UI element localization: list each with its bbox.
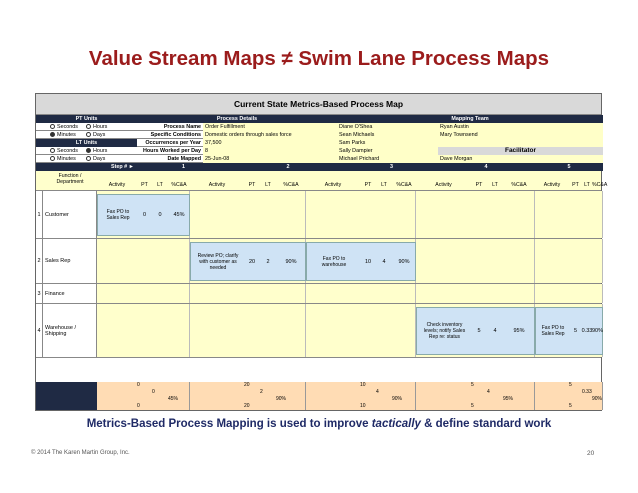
summary-row <box>36 396 601 403</box>
lane-cell <box>190 191 306 238</box>
summary-value <box>535 382 603 389</box>
column-header: Activity <box>208 182 226 188</box>
summary-row <box>36 389 601 396</box>
pt-units-label: PT Units <box>36 115 137 123</box>
summary-value <box>416 403 535 410</box>
summary-value <box>97 396 190 403</box>
detail-row-5 <box>36 155 601 163</box>
summary-value-text: 2 <box>260 389 263 395</box>
summary-value-text: 20 <box>244 403 250 409</box>
lt-units-label: LT Units <box>36 139 137 147</box>
summary-value <box>97 389 190 396</box>
column-header: Activity <box>543 182 561 188</box>
detail-row-4 <box>36 147 601 155</box>
hours-label: Hours Worked per Day <box>142 148 201 154</box>
summary-value <box>97 403 190 410</box>
swim-lane <box>36 284 601 304</box>
lane-cell <box>416 284 535 303</box>
activity-text: Fax PO to Sales Rep <box>541 325 565 337</box>
pt-radio-hours[interactable]: Hours <box>86 124 126 131</box>
step-number: 4 <box>437 163 535 171</box>
lane-cell <box>535 191 603 238</box>
team-member: Sean Michaels <box>337 131 438 139</box>
summary-value <box>190 382 306 389</box>
column-header: Activity <box>324 182 342 188</box>
detail-row-1 <box>36 123 601 131</box>
summary-value <box>306 382 416 389</box>
radio-icon <box>50 156 55 161</box>
summary-value-text: 5 <box>569 382 572 388</box>
summary-value-text: 0 <box>137 403 140 409</box>
summary-value <box>416 382 535 389</box>
activity-text: Fax PO to Sales Rep <box>106 209 130 221</box>
activity-lt-value: 0.33 <box>581 328 593 334</box>
summary-value <box>306 403 416 410</box>
summary-value-text: 90% <box>592 396 603 402</box>
activity-text: Fax PO to warehouse <box>321 255 347 268</box>
page-number: 20 <box>587 450 595 457</box>
column-header: %C&A <box>396 182 412 188</box>
occurrences-label: Occurrences per Year <box>145 140 201 146</box>
lane-cell <box>416 239 535 283</box>
lane-name: Sales Rep <box>43 239 97 283</box>
detail-row-3 <box>36 139 601 147</box>
column-header: LT <box>492 182 498 188</box>
team-member: Diane O'Shea <box>337 123 438 131</box>
activity-ca-value: 90% <box>398 258 410 265</box>
column-header: PT <box>141 182 148 188</box>
step-label: Step # ► <box>36 163 137 171</box>
summary-value-text: 90% <box>276 396 287 402</box>
radio-icon <box>86 156 91 161</box>
radio-icon <box>50 124 55 129</box>
column-header: LT <box>157 182 163 188</box>
summary-value-text: 0 <box>152 389 155 395</box>
lane-cell <box>535 239 603 283</box>
summary-row <box>36 382 601 389</box>
process-details-label: Process Details <box>137 115 337 123</box>
lane-cell <box>535 284 603 303</box>
lane-cell <box>306 304 416 357</box>
facilitator-label: Facilitator <box>438 147 603 155</box>
hours-value: 8 <box>203 147 337 155</box>
lt-radio-days[interactable]: Days <box>86 156 126 163</box>
sheet-header: Current State Metrics-Based Process Map <box>36 94 601 115</box>
summary-value-text: 95% <box>503 396 514 402</box>
lane-number: 1 <box>36 191 43 238</box>
activity-text: Review PO; clarify with customer as needed <box>197 252 239 271</box>
mapping-team-label: Mapping Team <box>337 115 603 123</box>
activity-pt-value: 10 <box>364 258 372 265</box>
lane-name: Finance <box>43 284 97 303</box>
activity-pt-value: 0 <box>142 212 147 218</box>
summary-value-text: 0.33 <box>582 389 592 395</box>
team-member: Mary Townsend <box>438 131 603 139</box>
pt-radio-days[interactable]: Days <box>86 132 126 139</box>
header-row <box>36 115 601 123</box>
column-header: Activity <box>108 182 126 188</box>
summary-value-text: 4 <box>487 389 490 395</box>
step-number: 2 <box>230 163 346 171</box>
summary-row <box>36 403 601 410</box>
process-map-sheet <box>35 93 608 411</box>
column-header: %C&A <box>283 182 299 188</box>
specific-conditions-value: Domestic orders through sales force <box>203 131 337 139</box>
lane-number: 3 <box>36 284 43 303</box>
detail-row-2 <box>36 131 601 139</box>
summary-value-text: 90% <box>392 396 403 402</box>
emphasis-word: tactically <box>371 418 421 430</box>
function-department-header: Function / Department <box>56 173 84 185</box>
summary-value-text: 10 <box>360 382 366 388</box>
summary-value <box>535 403 603 410</box>
column-header: %C&A <box>171 182 187 188</box>
activity-pt-value: 5 <box>573 328 578 334</box>
column-header: %C&A <box>511 182 527 188</box>
team-member: Michael Prichard <box>337 155 438 163</box>
step-row <box>36 163 601 171</box>
activity-pt-value: 5 <box>477 328 481 334</box>
copyright: © 2014 The Karen Martin Group, Inc. <box>31 450 130 456</box>
radio-selected-icon <box>86 148 91 153</box>
summary-value-text: 10 <box>360 403 366 409</box>
summary-value-text: 4 <box>376 389 379 395</box>
step-number: 1 <box>137 163 230 171</box>
summary-value <box>535 389 603 396</box>
column-header: LT <box>265 182 271 188</box>
lane-name: Warehouse / Shipping <box>43 304 97 357</box>
lt-radio-hours[interactable]: Hours <box>86 148 126 155</box>
lane-cell <box>97 284 190 303</box>
activity-text: Check inventory levels; notify Sales Rep re: status <box>423 322 466 340</box>
process-name-value: Order Fulfillment <box>203 123 337 131</box>
radio-icon <box>50 148 55 153</box>
facilitator-value: Dave Morgan <box>438 155 603 163</box>
radio-icon <box>86 132 91 137</box>
column-header: PT <box>248 182 256 188</box>
footer-statement: Metrics-Based Process Mapping is used to improve tactically & define standard work <box>86 418 552 430</box>
activity-lt-value: 4 <box>382 258 386 265</box>
summary-value-text: 45% <box>168 396 179 402</box>
lane-name: Customer <box>43 191 97 238</box>
column-header: LT <box>381 182 387 188</box>
activity-lt-value: 4 <box>493 328 497 334</box>
team-member: Sally Dampier <box>337 147 438 155</box>
activity-ca-value: 90% <box>285 258 297 265</box>
column-header: Activity <box>435 182 452 188</box>
date-value: 25-Jun-08 <box>203 155 337 163</box>
activity-lt-value: 0 <box>158 212 162 218</box>
process-name-label: Process Name <box>163 124 201 130</box>
summary-value-text: 0 <box>137 382 140 388</box>
summary-value <box>416 389 535 396</box>
lane-cell <box>306 191 416 238</box>
summary-value-text: 5 <box>471 382 474 388</box>
summary-value <box>190 396 306 403</box>
column-header: PT <box>364 182 372 188</box>
activity-pt-value: 20 <box>248 258 256 265</box>
lane-cell <box>97 239 190 283</box>
summary-value-text: 5 <box>471 403 474 409</box>
summary-value <box>306 396 416 403</box>
step-number: 3 <box>346 163 437 171</box>
activity-ca-value: 90% <box>592 328 604 334</box>
summary-value <box>306 389 416 396</box>
column-header: PT <box>475 182 483 188</box>
lane-cell <box>306 284 416 303</box>
team-member: Ryan Austin <box>438 123 603 131</box>
summary-value <box>190 389 306 396</box>
summary-value-text: 5 <box>569 403 572 409</box>
step-number: 5 <box>535 163 603 171</box>
lane-cell <box>190 304 306 357</box>
occurrences-value: 37,500 <box>203 139 337 147</box>
radio-icon <box>86 124 91 129</box>
column-header-row <box>36 171 608 191</box>
lt-radio-minutes[interactable]: Minutes <box>50 156 92 163</box>
specific-conditions-label: Specific Conditions <box>150 132 201 138</box>
lane-number: 2 <box>36 239 43 283</box>
slide-title: Value Stream Maps ≠ Swim Lane Process Maps <box>88 47 550 70</box>
summary-value-text: 20 <box>244 382 250 388</box>
summary-value <box>416 396 535 403</box>
pt-radio-minutes[interactable]: Minutes <box>50 132 92 139</box>
column-header: LT <box>584 182 590 188</box>
activity-ca-value: 45% <box>173 212 185 218</box>
summary-value <box>97 382 190 389</box>
lane-number: 4 <box>36 304 43 357</box>
pt-radio-seconds[interactable]: Seconds <box>50 124 92 131</box>
column-header: PT <box>572 182 579 188</box>
lane-cell <box>416 191 535 238</box>
activity-ca-value: 95% <box>513 328 525 334</box>
column-header: %C&A <box>592 182 608 188</box>
summary-value <box>190 403 306 410</box>
date-label: Date Mapped <box>167 156 201 162</box>
radio-selected-icon <box>50 132 55 137</box>
team-member: Sam Parks <box>337 139 438 147</box>
lt-radio-seconds[interactable]: Seconds <box>50 148 92 155</box>
summary-value <box>535 396 603 403</box>
lane-cell <box>190 284 306 303</box>
activity-lt-value: 2 <box>266 258 270 265</box>
lane-cell <box>97 304 190 357</box>
step-arrow-icon: ► <box>128 164 134 170</box>
